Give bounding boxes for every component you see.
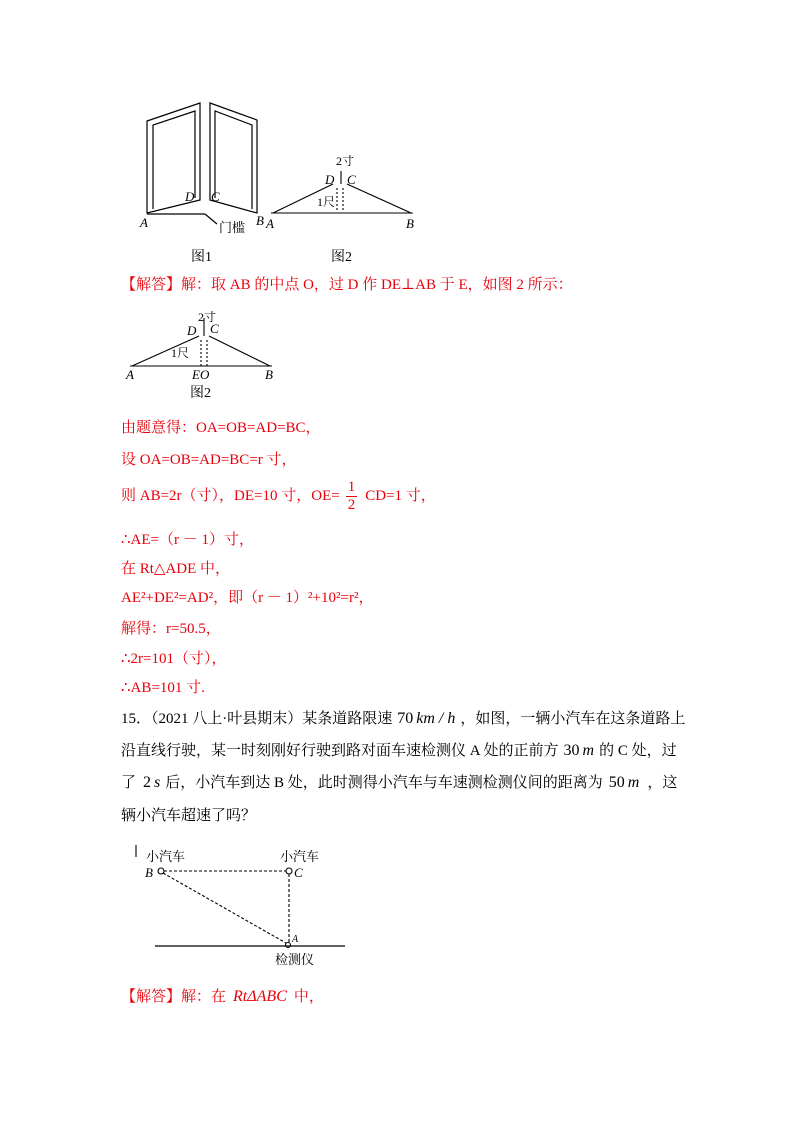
point-c (286, 868, 292, 874)
fig1-label-b: B (256, 213, 264, 228)
problem15-line-4: 辆小汽车超速了吗？ (121, 808, 257, 824)
distance-ab-value: 50 (608, 774, 625, 791)
problem15-line-2 (121, 742, 677, 760)
triangle-name: RtΔABC (233, 988, 287, 1005)
fig3-label-car-b: 小汽车 (146, 849, 186, 864)
distance-ac-unit: m (582, 742, 595, 759)
p15-l2-before: 沿直线行驶，某一时刻刚好行驶到路对面车速检测仪 A 处的正前方 (121, 743, 559, 759)
fig1-label-threshold: 门槛 (219, 220, 246, 235)
p15-l3-before: 了 (121, 775, 137, 791)
solution1-intro-text: 解：取 AB 的中点 O，过 D 作 DE⊥AB 于 E，如图 2 所示： (181, 277, 573, 293)
solution1-step-1: 由题意得：OA=OB=AD=BC， (121, 420, 321, 436)
fig2-label-c: C (347, 172, 356, 187)
time-unit: s (154, 774, 161, 791)
step3-after: CD=1 寸， (365, 487, 436, 504)
fig2-label-d: D (325, 172, 335, 187)
step3-before: 则 AB=2r（寸），DE=10 寸，OE= (121, 487, 340, 504)
sol-fig-label-eo: EO (192, 367, 210, 382)
speed-limit-value: 70 (397, 710, 414, 727)
sol-fig-label-a: A (126, 367, 134, 382)
solution1-step-4: ∴AE=（r － 1）寸， (121, 532, 254, 548)
solution2-intro (121, 988, 324, 1006)
fig1-label-d: D (185, 189, 195, 204)
fig3-label-a: A (292, 934, 299, 945)
sol-fig-caption: 图2 (190, 386, 211, 401)
fig1-label-a: A (140, 215, 148, 230)
solution1-step-6: AE²+DE²=AD²，即（r － 1）²+10²=r²， (121, 590, 374, 606)
problem15-line-3 (121, 774, 677, 792)
solution1-step-3 (121, 479, 436, 514)
p15-l1-after: ，如图，一辆小汽车在这条道路上 (460, 711, 686, 727)
line-a-d (273, 184, 336, 213)
solution-figure-diagram (130, 318, 272, 366)
solution1-step-9: ∴AB=101 寸. (121, 680, 205, 696)
problem15-figure (136, 845, 345, 948)
fig1-caption: 图1 (191, 250, 212, 265)
fraction-one-half (346, 479, 358, 514)
problem15-line-1 (121, 710, 685, 728)
right-door-panel-inner (215, 111, 252, 209)
fig3-label-car-c: 小汽车 (280, 849, 320, 864)
distance-ac-value: 30 (563, 742, 580, 759)
sol-fig-label-2cun: 2寸 (198, 310, 217, 324)
solution1-step-2: 设 OA=OB=AD=BC=r 寸， (121, 452, 297, 468)
sol-fig-label-1chi: 1尺 (171, 346, 190, 360)
distance-ab-unit: m (627, 774, 640, 791)
figure-2-diagram (271, 171, 413, 213)
speed-limit-unit: km / h (416, 710, 456, 727)
answer-tag: 【解答】 (121, 277, 182, 293)
threshold-pointer (205, 214, 217, 224)
left-door-panel-outer (147, 103, 200, 213)
line-a-d (132, 336, 199, 366)
right-door-panel-outer (210, 103, 257, 213)
fig2-label-1chi: 1尺 (317, 195, 336, 209)
fraction-numerator: 1 (347, 479, 356, 495)
line-c-b (347, 184, 411, 213)
fig2-label-2cun: 2寸 (336, 154, 355, 168)
p15-l3-middle: 后，小汽车到达 B 处，此时测得小汽车与车速测检测仪间的距离为 (165, 775, 603, 791)
fig2-caption: 图2 (331, 250, 352, 265)
fig2-label-b: B (406, 216, 414, 231)
dashed-b-a (163, 873, 286, 943)
p15-l3-after: ，这 (647, 775, 678, 791)
p15-l1-before: 15．（2021 八上·叶县期末）某条道路限速 (121, 711, 393, 727)
solution2-before: 解：在 (181, 989, 227, 1005)
fraction-denominator: 2 (347, 497, 356, 513)
answer-tag-2: 【解答】 (121, 989, 182, 1005)
left-door-panel-inner (153, 111, 195, 209)
solution1-step-8: ∴2r=101（寸）， (121, 651, 227, 667)
fig2-label-a: A (266, 216, 274, 231)
solution1-intro (121, 276, 573, 294)
fig1-label-c: C (211, 189, 220, 204)
solution1-step-5: 在 Rt△ADE 中， (121, 561, 231, 577)
fig3-label-c: C (294, 865, 303, 880)
fig3-label-detector: 检测仪 (275, 952, 315, 967)
solution2-after: 中， (293, 989, 324, 1005)
time-value: 2 (143, 774, 152, 791)
solution1-step-7: 解得：r=50.5， (121, 621, 221, 637)
sol-fig-label-c: C (210, 321, 219, 336)
sol-fig-label-d: D (187, 323, 197, 338)
figure-1-door (147, 103, 257, 224)
point-b (158, 868, 164, 874)
point-a (286, 943, 291, 948)
fig3-label-b: B (145, 865, 153, 880)
sol-fig-label-b: B (265, 367, 273, 382)
p15-l2-after: 的 C 处，过 (599, 743, 677, 759)
line-c-b (209, 336, 270, 366)
